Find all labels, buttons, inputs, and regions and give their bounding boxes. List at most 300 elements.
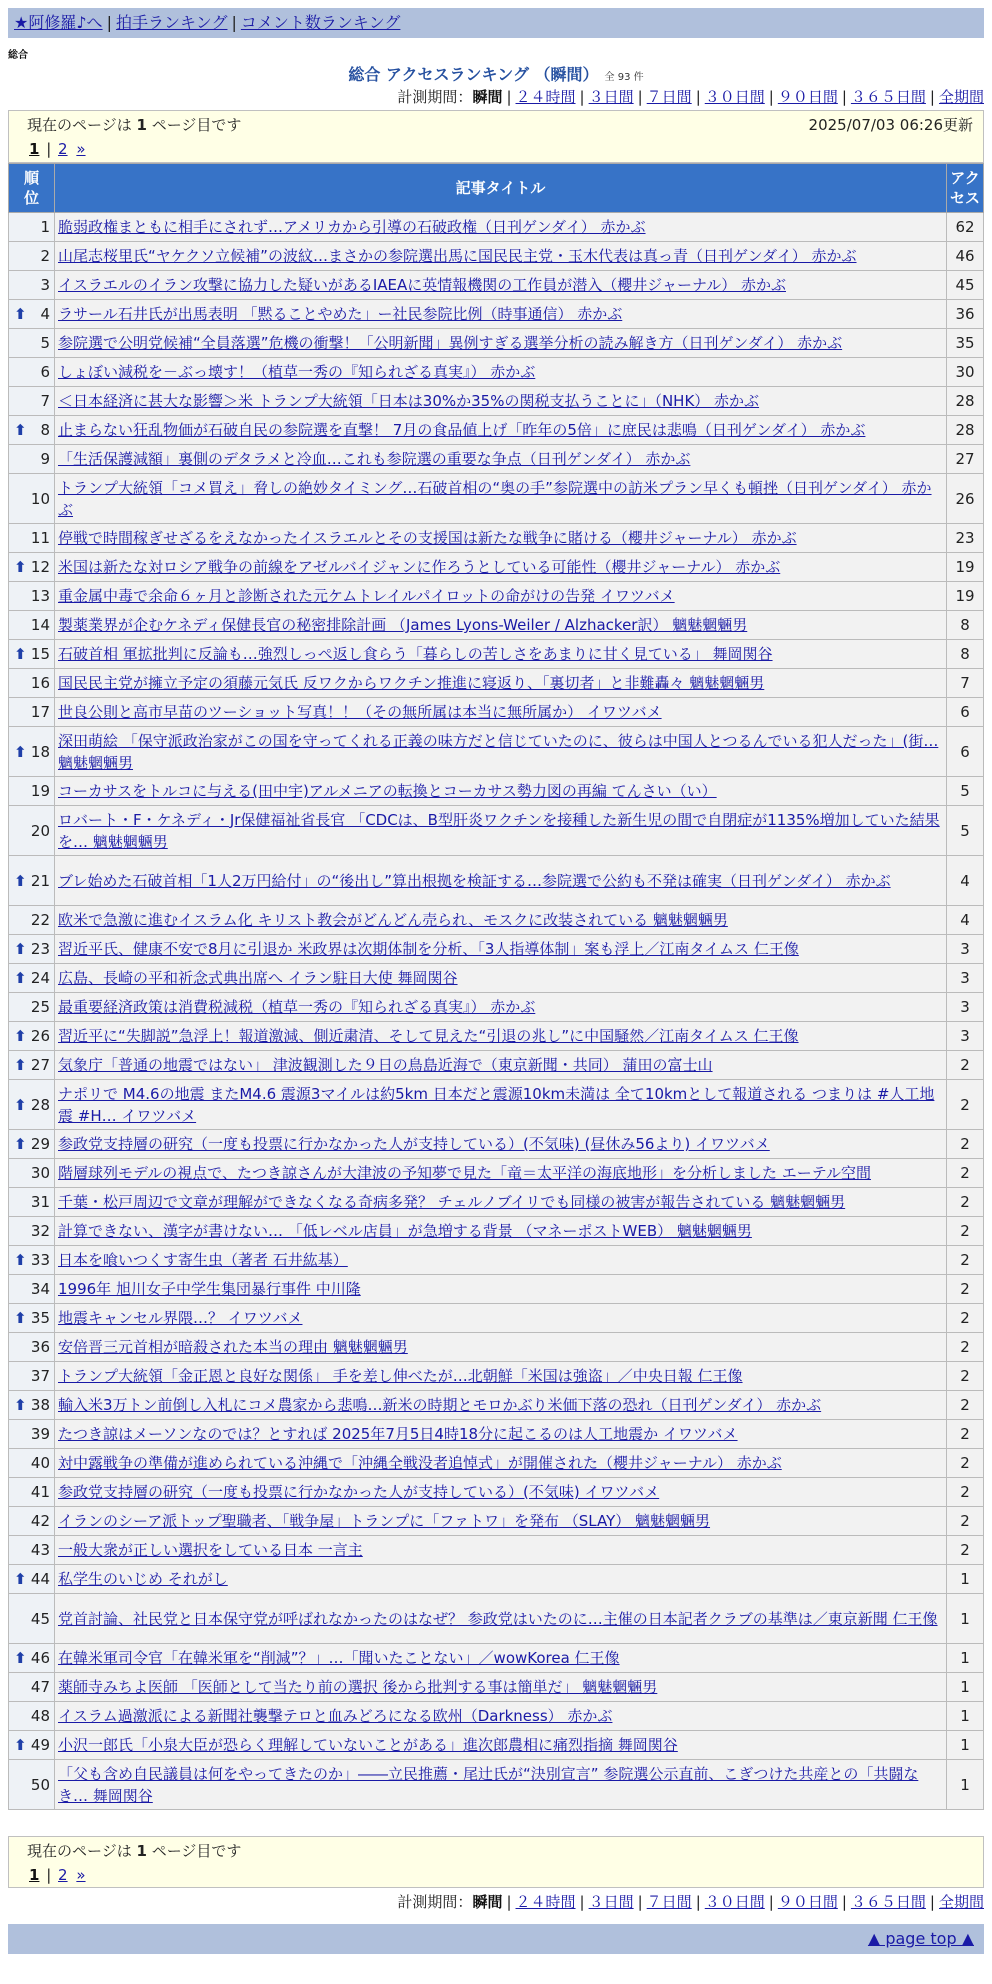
rank-cell (9, 1420, 55, 1449)
nav-link-clap-ranking[interactable]: 拍手ランキング (115, 13, 228, 32)
table-row (9, 1188, 984, 1217)
table-row (9, 669, 984, 698)
access-count: 1 (947, 1565, 984, 1594)
rank-cell (9, 1673, 55, 1702)
rank-cell (9, 1130, 55, 1159)
title-cell (55, 1159, 947, 1188)
table-row (9, 271, 984, 300)
table-row (9, 935, 984, 964)
article-title-link[interactable]: 製薬業界が企むケネディ保健長官の秘密排除計画 （James Lyons-Weiler / Alzhacker訳） 魑魅魍魎男 (58, 616, 748, 634)
title-cell (55, 445, 947, 474)
rank-cell (9, 474, 55, 524)
rank-up-arrow-icon: ⬆ (14, 1251, 27, 1269)
article-title-link[interactable]: 参政党支持層の研究（一度も投票に行かなかった人が支持している）(不気味) イワツバメ (58, 1483, 660, 1501)
title-cell (55, 1702, 947, 1731)
article-title-link[interactable]: 小沢一郎氏「小泉大臣が恐らく理解していないことがある」進次郎農相に痛烈指摘 舞岡関谷 (58, 1736, 678, 1754)
rank-cell (9, 213, 55, 242)
title-cell (55, 553, 947, 582)
table-row (9, 964, 984, 993)
table-row (9, 329, 984, 358)
rank-cell (9, 1478, 55, 1507)
table-row (9, 806, 984, 856)
table-row (9, 445, 984, 474)
title-cell (55, 1022, 947, 1051)
page-status-number: 1 (136, 116, 147, 134)
title-cell (55, 964, 947, 993)
period-separator: | (768, 88, 774, 106)
title-cell (55, 1217, 947, 1246)
title-cell (55, 524, 947, 553)
article-title-link[interactable]: 一般大衆が正しい選択をしている日本 一言主 (58, 1541, 363, 1559)
table-row (9, 1760, 984, 1810)
title-cell (55, 906, 947, 935)
title-cell (55, 1449, 947, 1478)
article-title-link[interactable]: イスラム過激派による新聞社襲撃テロと血みどろになる欧州（Darkness） 赤かぶ (58, 1707, 613, 1725)
table-row (9, 906, 984, 935)
title-cell (55, 1391, 947, 1420)
rank-number: 9 (40, 450, 50, 468)
pager-bottom: 1 | 2 » (29, 1866, 86, 1884)
table-row (9, 1644, 984, 1673)
access-count: 1 (947, 1760, 984, 1810)
rank-cell (9, 1188, 55, 1217)
article-title-link[interactable]: 地震キャンセル界隈…？ イワツバメ (58, 1309, 303, 1327)
nav-link-asyura[interactable]: ★阿修羅♪へ (14, 13, 103, 32)
table-row (9, 358, 984, 387)
table-row (9, 1304, 984, 1333)
access-count: 30 (947, 358, 984, 387)
header-rank-text: 順位 (23, 169, 39, 207)
table-row (9, 1478, 984, 1507)
rank-number: 7 (40, 392, 50, 410)
rank-cell (9, 964, 55, 993)
article-title-link[interactable]: イスラエルのイラン攻撃に協力した疑いがあるIAEAに英情報機関の工作員が潜入（櫻井ジャーナル） 赤かぶ (58, 276, 786, 294)
period-link-5[interactable]: ３６５日間 (850, 1893, 926, 1911)
rank-number: 18 (30, 742, 50, 761)
table-row (9, 474, 984, 524)
rank-cell (9, 806, 55, 856)
rank-up-arrow-icon: ⬆ (14, 305, 27, 323)
access-count: 6 (947, 727, 984, 777)
title-cell (55, 1362, 947, 1391)
access-count: 4 (947, 856, 984, 906)
article-title-link[interactable]: 習近平に“失脚説”急浮上！報道激減、側近粛清、そして見えた“引退の兆し”に中国騒然／江南タイムス 仁王像 (58, 1027, 799, 1045)
rank-number: 8 (40, 421, 50, 439)
pager-page-2[interactable]: 2 (58, 140, 68, 158)
title-cell (55, 242, 947, 271)
table-row (9, 1362, 984, 1391)
access-count: 8 (947, 640, 984, 669)
rank-up-arrow-icon: ⬆ (14, 1649, 27, 1667)
access-count: 2 (947, 1333, 984, 1362)
article-title-link[interactable]: ブレ始めた石破首相「1人2万円給付」の“後出し”算出根拠を検証する…参院選で公約も不発は確実（日刊ゲンダイ） 赤かぶ (58, 871, 891, 890)
access-count: 45 (947, 271, 984, 300)
period-separator: | (929, 88, 935, 106)
rank-up-arrow-icon: ⬆ (14, 1027, 27, 1045)
table-row (9, 1449, 984, 1478)
rank-up-arrow-icon: ⬆ (14, 1309, 27, 1327)
access-count: 1 (947, 1702, 984, 1731)
total-count: 全 93 件 (604, 72, 644, 83)
rank-cell (9, 935, 55, 964)
rank-number: 26 (30, 1027, 50, 1045)
rank-up-arrow-icon: ⬆ (14, 558, 27, 576)
rank-number: 47 (30, 1678, 50, 1696)
rank-number: 45 (30, 1609, 50, 1628)
table-row (9, 1217, 984, 1246)
table-row (9, 611, 984, 640)
pager-page-2[interactable]: 2 (58, 1866, 68, 1884)
rank-up-arrow-icon: ⬆ (14, 1135, 27, 1153)
period-link-5[interactable]: ３６５日間 (850, 88, 926, 106)
title-cell (55, 1246, 947, 1275)
rank-number: 32 (30, 1222, 50, 1240)
title-cell (55, 1507, 947, 1536)
title-cell (55, 1188, 947, 1217)
article-title-link[interactable]: 気象庁「普通の地震ではない」 津波観測した９日の鳥島近海で（東京新聞・共同） 蒲田の富士山 (58, 1056, 713, 1074)
page-top-link[interactable]: ▲ page top ▲ (867, 1929, 974, 1948)
access-count: 5 (947, 806, 984, 856)
access-count: 1 (947, 1731, 984, 1760)
article-title-link[interactable]: 計算できない、漢字が書けない… 「低レベル店員」が急増する背景 （マネーポストWEB） 魑魅魍魎男 (58, 1222, 752, 1240)
rank-cell (9, 1080, 55, 1130)
article-title-link[interactable]: イランのシーア派トップ聖職者、「戦争屋」トランプに「ファトワ」を発布 （SLAY） 魑魅魍魎男 (58, 1512, 711, 1530)
title-cell (55, 1478, 947, 1507)
title-cell (55, 1594, 947, 1644)
article-title-link[interactable]: 「生活保護減額」裏側のデタラメと冷血…これも参院選の重要な争点（日刊ゲンダイ） 赤かぶ (58, 450, 691, 468)
access-count: 2 (947, 1362, 984, 1391)
rank-number: 13 (30, 587, 50, 605)
nav-separator: | (106, 13, 112, 32)
article-title-link[interactable]: 脆弱政権まともに相手にされず…アメリカから引導の石破政権（日刊ゲンダイ） 赤かぶ (58, 218, 646, 236)
rank-cell (9, 1391, 55, 1420)
rank-number: 21 (30, 871, 50, 890)
rank-number: 42 (30, 1512, 50, 1530)
period-selector-top (397, 87, 984, 107)
rank-cell (9, 1644, 55, 1673)
period-link-4[interactable]: ９０日間 (777, 1893, 838, 1911)
article-title-link[interactable]: 参政党支持層の研究（一度も投票に行かなかった人が支持している）(不気味) (昼休み56より) イワツバメ (58, 1135, 770, 1153)
rank-cell (9, 1449, 55, 1478)
rank-up-arrow-icon: ⬆ (14, 1056, 27, 1074)
pager-page-1[interactable]: 1 (29, 1866, 40, 1884)
article-title-link[interactable]: 習近平氏、健康不安で8月に引退か 米政界は次期体制を分析、「3人指導体制」案も浮上／江南タイムス 仁王像 (58, 940, 799, 958)
title-cell (55, 358, 947, 387)
table-row (9, 1275, 984, 1304)
access-count: 19 (947, 582, 984, 611)
rank-number: 31 (30, 1193, 50, 1211)
article-title-link[interactable]: ラサール石井氏が出馬表明 「黙ることやめた」ー社民参院比例（時事通信） 赤かぶ (58, 305, 623, 323)
access-count: 3 (947, 1022, 984, 1051)
page-status (27, 1839, 965, 1863)
article-title-link[interactable]: 米国は新たな対ロシア戦争の前線をアゼルバイジャンに作ろうとしている可能性（櫻井ジャーナル） 赤かぶ (58, 558, 781, 576)
period-link-1[interactable]: ３日間 (588, 88, 634, 106)
table-row (9, 777, 984, 806)
rank-cell (9, 1760, 55, 1810)
rank-cell (9, 1565, 55, 1594)
rank-up-arrow-icon: ⬆ (14, 742, 27, 761)
access-count: 2 (947, 1420, 984, 1449)
article-title-link[interactable]: コーカサスをトルコに与える(田中宇)アルメニアの転換とコーカサス勢力図の再編 てんさい（い） (58, 782, 717, 800)
rank-number: 28 (30, 1095, 50, 1114)
table-row (9, 698, 984, 727)
rank-cell (9, 242, 55, 271)
rank-number: 12 (30, 558, 50, 576)
rank-cell (9, 329, 55, 358)
page-title-text: 総合 アクセスランキング （瞬間） (348, 65, 599, 84)
title-cell (55, 727, 947, 777)
header-access (947, 164, 984, 213)
access-count: 2 (947, 1130, 984, 1159)
access-count: 26 (947, 474, 984, 524)
article-title-link[interactable]: 「父も含め自民議員は何をやってきたのか」――立民推薦・尾辻氏が“決別宣言” 参院選公示直前、こぎつけた共産との「共闘なき… 舞岡関谷 (58, 1764, 919, 1805)
pager-next-arrow[interactable]: » (76, 140, 86, 158)
article-title-link[interactable]: 最重要経済政策は消費税減税（植草一秀の『知られざる真実』） 赤かぶ (58, 998, 536, 1016)
article-title-link[interactable]: 重金属中毒で余命６ヶ月と診断された元ケムトレイルパイロットの命がけの告発 イワツバメ (58, 587, 675, 605)
table-row (9, 242, 984, 271)
table-row (9, 1536, 984, 1565)
pager-top: 1 | 2 » (29, 140, 86, 158)
pager-next-arrow[interactable]: » (76, 1866, 86, 1884)
article-title-link[interactable]: 深田萌絵 「保守派政治家がこの国を守ってくれる正義の味方だと信じていたのに、彼らは中国人とつるんでいる犯人だった」(街… 魑魅魍魎男 (58, 731, 939, 772)
rank-number: 48 (30, 1707, 50, 1725)
access-count: 62 (947, 213, 984, 242)
table-row (9, 524, 984, 553)
title-cell (55, 213, 947, 242)
period-link-2[interactable]: ７日間 (646, 88, 692, 106)
rank-number: 39 (30, 1425, 50, 1443)
rank-up-arrow-icon: ⬆ (14, 1736, 27, 1754)
table-row (9, 387, 984, 416)
rank-cell (9, 1246, 55, 1275)
period-link-6[interactable]: 全期間 (938, 88, 984, 106)
rank-cell (9, 300, 55, 329)
period-separator: | (695, 88, 701, 106)
access-count: 2 (947, 1080, 984, 1130)
title-cell (55, 1333, 947, 1362)
title-cell (55, 1080, 947, 1130)
rank-cell (9, 1507, 55, 1536)
article-title-link[interactable]: 安倍晋三元首相が暗殺された本当の理由 魑魅魍魎男 (58, 1338, 408, 1356)
article-title-link[interactable]: 千葉・松戸周辺で文章が理解ができなくなる奇病多発？ チェルノブイリでも同様の被害が報告されている 魑魅魍魎男 (58, 1193, 846, 1211)
period-label: 計測期間： (397, 88, 473, 106)
access-count: 2 (947, 1507, 984, 1536)
table-row (9, 213, 984, 242)
rank-cell (9, 1022, 55, 1051)
period-separator: | (637, 1893, 643, 1911)
rank-number: 22 (30, 911, 50, 929)
article-title-link[interactable]: トランプ大統領「金正恩と良好な関係」 手を差し伸べたが…北朝鮮「米国は強盗」／中央日報 仁王像 (58, 1367, 743, 1385)
rank-up-arrow-icon: ⬆ (14, 1396, 27, 1414)
table-row (9, 993, 984, 1022)
rank-cell (9, 1304, 55, 1333)
period-link-3[interactable]: ３０日間 (704, 88, 765, 106)
title-cell (55, 935, 947, 964)
access-count: 2 (947, 1159, 984, 1188)
period-link-0[interactable]: ２４時間 (515, 1893, 576, 1911)
article-title-link[interactable]: 輸入米3万トン前倒し入札にコメ農家から悲鳴…新米の時期とモロかぶり米価下落の恐れ（日刊ゲンダイ） 赤かぶ (58, 1396, 822, 1414)
period-current: 瞬間 (472, 1893, 503, 1911)
rank-number: 14 (30, 616, 50, 634)
page-status-prefix: 現在のページは (27, 116, 137, 134)
article-title-link[interactable]: 党首討論、社民党と日本保守党が呼ばれなかったのはなぜ？ 参政党はいたのに…主催の日本記者クラブの基準は／東京新聞 仁王像 (58, 1609, 938, 1628)
page-info-bottom (8, 1836, 984, 1888)
access-count: 2 (947, 1246, 984, 1275)
access-count: 2 (947, 1275, 984, 1304)
rank-up-arrow-icon: ⬆ (14, 1095, 27, 1114)
title-cell (55, 1760, 947, 1810)
article-title-link[interactable]: 1996年 旭川女子中学生集団暴行事件 中川隆 (58, 1280, 361, 1298)
period-separator: | (695, 1893, 701, 1911)
period-separator: | (768, 1893, 774, 1911)
access-count: 2 (947, 1304, 984, 1333)
article-title-link[interactable]: 参院選で公明党候補“全員落選”危機の衝撃！「公明新聞」異例すぎる選挙分析の読み解き方（日刊ゲンダイ） 赤かぶ (58, 334, 843, 352)
rank-cell (9, 993, 55, 1022)
table-row (9, 1391, 984, 1420)
rank-up-arrow-icon: ⬆ (14, 645, 27, 663)
title-cell (55, 640, 947, 669)
header-access-text: アクセス (950, 169, 981, 207)
rank-number: 4 (40, 305, 50, 323)
rank-cell (9, 777, 55, 806)
table-row (9, 1051, 984, 1080)
header-title: 記事タイトル (55, 164, 947, 213)
rank-cell (9, 1275, 55, 1304)
article-title-link[interactable]: 世良公則と高市早苗のツーショット写真！！（その無所属は本当に無所属か） イワツバメ (58, 703, 662, 721)
rank-number: 25 (30, 998, 50, 1016)
article-title-link[interactable]: 停戦で時間稼ぎせざるをえなかったイスラエルとその支援国は新たな戦争に賭ける（櫻井ジャーナル） 赤かぶ (58, 529, 797, 547)
nav-link-comment-ranking[interactable]: コメント数ランキング (240, 13, 401, 32)
article-title-link[interactable]: 在韓米軍司令官「在韓米軍を“削減”？」…「聞いたことない」／wowKorea 仁王像 (58, 1649, 620, 1667)
article-title-link[interactable]: 欧米で急激に進むイスラム化 キリスト教会がどんどん売られ、モスクに改装されている 魑魅魍魎男 (58, 911, 728, 929)
article-title-link[interactable]: ＜日本経済に甚大な影響＞米 トランプ大統領「日本は30%か35%の関税支払うことに」（NHK） 赤かぶ (58, 392, 760, 410)
rank-cell (9, 582, 55, 611)
table-row (9, 416, 984, 445)
title-cell (55, 416, 947, 445)
title-cell (55, 777, 947, 806)
article-title-link[interactable]: 国民民主党が擁立予定の須藤元気氏 反ワクからワクチン推進に寝返り、「裏切者」と非難轟々 魑魅魍魎男 (58, 674, 765, 692)
rank-number: 3 (40, 276, 50, 294)
article-title-link[interactable]: 広島、長崎の平和祈念式典出席へ イラン駐日大使 舞岡関谷 (58, 969, 458, 987)
rank-cell (9, 727, 55, 777)
rank-number: 35 (30, 1309, 50, 1327)
article-title-link[interactable]: 階層球列モデルの視点で、たつき諒さんが大津波の予知夢で見た「竜＝太平洋の海底地形」を分析しました エーテル空間 (58, 1164, 871, 1182)
rank-up-arrow-icon: ⬆ (14, 871, 27, 890)
access-count: 3 (947, 993, 984, 1022)
period-separator: | (841, 88, 847, 106)
table-row (9, 1159, 984, 1188)
title-cell (55, 329, 947, 358)
access-count: 2 (947, 1217, 984, 1246)
rank-number: 2 (40, 247, 50, 265)
rank-cell (9, 1594, 55, 1644)
rank-number: 46 (30, 1649, 50, 1667)
title-cell (55, 806, 947, 856)
article-title-link[interactable]: たつき諒はメーソンなのでは？とすれば 2025年7月5日4時18分に起こるのは人工地震か イワツバメ (58, 1425, 738, 1443)
rank-number: 27 (30, 1056, 50, 1074)
rank-number: 29 (30, 1135, 50, 1153)
access-count: 2 (947, 1478, 984, 1507)
article-title-link[interactable]: しょぼい減税を－ぶっ壊す！（植草一秀の『知られざる真実』） 赤かぶ (58, 363, 536, 381)
rank-number: 19 (30, 782, 50, 800)
period-separator: | (841, 1893, 847, 1911)
period-current: 瞬間 (472, 88, 503, 106)
rank-number: 36 (30, 1338, 50, 1356)
article-title-link[interactable]: ロバート・F・ケネディ・Jr保健福祉省長官 「CDCは、B型肝炎ワクチンを接種した新生児の間で自閉症が1135%増加していた結果を… 魑魅魍魎男 (58, 810, 940, 851)
table-row (9, 300, 984, 329)
access-count: 28 (947, 387, 984, 416)
rank-number: 23 (30, 940, 50, 958)
rank-number: 6 (40, 363, 50, 381)
pager-page-1[interactable]: 1 (29, 140, 40, 158)
rank-up-arrow-icon: ⬆ (14, 1570, 27, 1588)
access-count: 2 (947, 1536, 984, 1565)
period-link-0[interactable]: ２４時間 (515, 88, 576, 106)
rank-cell (9, 1333, 55, 1362)
access-count: 4 (947, 906, 984, 935)
period-separator: | (929, 1893, 935, 1911)
access-count: 1 (947, 1594, 984, 1644)
rank-number: 37 (30, 1367, 50, 1385)
title-cell (55, 300, 947, 329)
title-cell (55, 582, 947, 611)
period-link-6[interactable]: 全期間 (938, 1893, 984, 1911)
table-row (9, 1673, 984, 1702)
article-title-link[interactable]: 石破首相 軍拡批判に反論も…強烈しっぺ返し食らう「暮らしの苦しさをあまりに甘く見ている」 舞岡関谷 (58, 645, 773, 663)
category-label: 総合 (8, 50, 28, 61)
access-count: 19 (947, 553, 984, 582)
access-count: 6 (947, 698, 984, 727)
title-cell (55, 856, 947, 906)
rank-cell (9, 524, 55, 553)
rank-cell (9, 640, 55, 669)
table-row (9, 1130, 984, 1159)
period-label: 計測期間： (397, 1893, 473, 1911)
rank-cell (9, 1702, 55, 1731)
period-link-3[interactable]: ３０日間 (704, 1893, 765, 1911)
header-rank (9, 164, 55, 213)
access-count: 2 (947, 1449, 984, 1478)
period-separator: | (506, 1893, 512, 1911)
table-row (9, 856, 984, 906)
article-title-link[interactable]: トランプ大統領「コメ買え」脅しの絶妙タイミング…石破首相の“奥の手”参院選中の訪米プラン早くも頓挫（日刊ゲンダイ） 赤かぶ (58, 478, 932, 519)
rank-number: 11 (30, 529, 50, 547)
article-title-link[interactable]: 対中露戦争の準備が進められている沖縄で「沖縄全戦没者追悼式」が開催された（櫻井ジャーナル） 赤かぶ (58, 1454, 782, 1472)
article-title-link[interactable]: 山尾志桜里氏“ヤケクソ立候補”の波紋…まさかの参院選出馬に国民民主党・玉木代表は真っ青（日刊ゲンダイ） 赤かぶ (58, 247, 857, 265)
title-cell (55, 1565, 947, 1594)
article-title-link[interactable]: ナポリで M4.6の地震 またM4.6 震源3マイルは約5km 日本だと震源10km未満は 全て10kmとして報道される つまりは #人工地震 #H… イワツバメ (58, 1084, 935, 1125)
rank-cell (9, 553, 55, 582)
article-title-link[interactable]: 私学生のいじめ それがし (58, 1570, 228, 1588)
rank-cell (9, 445, 55, 474)
table-row (9, 1565, 984, 1594)
top-nav-bar (8, 8, 984, 38)
article-title-link[interactable]: 止まらない狂乱物価が石破自民の参院選を直撃！ 7月の食品値上げ「昨年の5倍」に庶民は悲鳴（日刊ゲンダイ） 赤かぶ (58, 421, 866, 439)
table-row (9, 1507, 984, 1536)
page-status-suffix: ページ目です (146, 1842, 242, 1860)
article-title-link[interactable]: 薬師寺みちよ医師 「医師として当たり前の選択 後から批判する事は簡単だ」 魑魅魍魎男 (58, 1678, 658, 1696)
access-count: 2 (947, 1188, 984, 1217)
title-cell (55, 1536, 947, 1565)
access-count: 2 (947, 1391, 984, 1420)
rank-number: 40 (30, 1454, 50, 1472)
period-link-1[interactable]: ３日間 (588, 1893, 634, 1911)
period-link-2[interactable]: ７日間 (646, 1893, 692, 1911)
rank-cell (9, 856, 55, 906)
period-separator: | (637, 88, 643, 106)
period-link-4[interactable]: ９０日間 (777, 88, 838, 106)
article-title-link[interactable]: 日本を喰いつくす寄生虫（著者 石井紘基） (58, 1251, 348, 1269)
